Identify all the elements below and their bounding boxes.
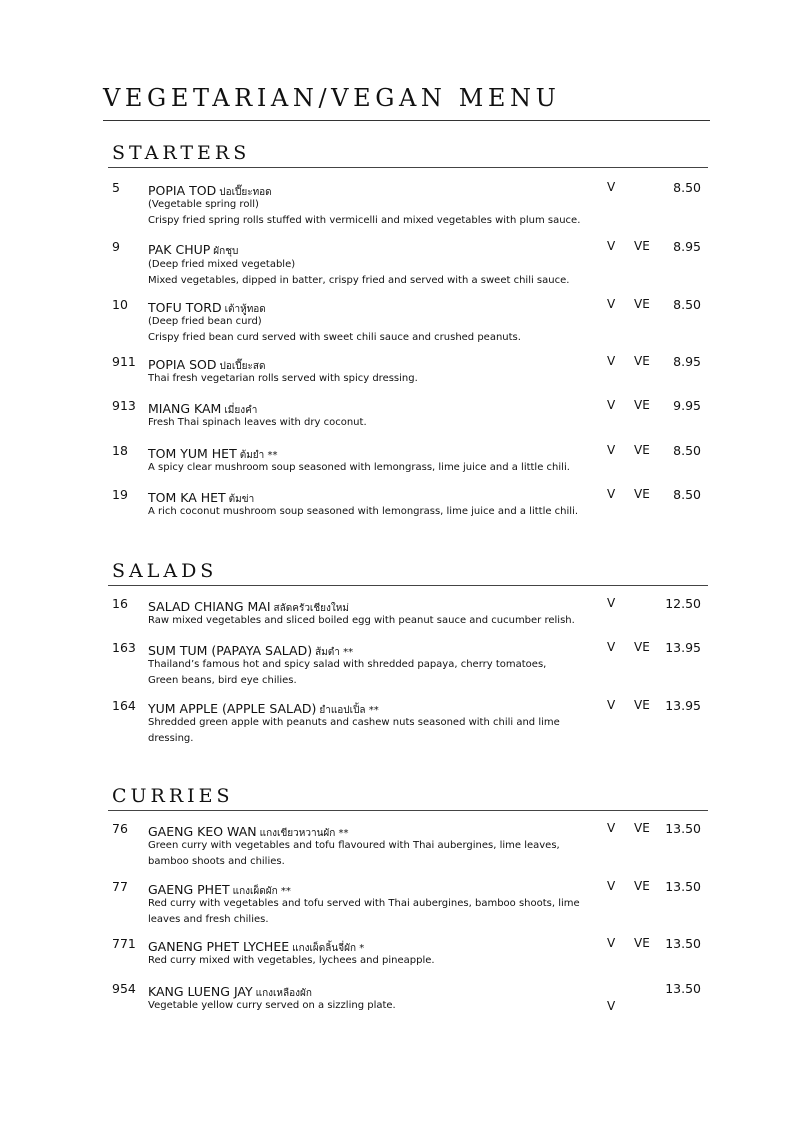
item-name: SUM TUM (PAPAYA SALAD) xyxy=(148,643,313,658)
item-number: 77 xyxy=(112,879,128,894)
item-subtitle: (Vegetable spring roll) xyxy=(148,199,259,210)
vegan-label: VE xyxy=(634,354,650,368)
item-price: 13.50 xyxy=(665,879,701,894)
item-number: 911 xyxy=(112,354,136,369)
item-thai-name: ยำแอปเปิ้ล ** xyxy=(319,705,379,716)
vegetarian-label: V xyxy=(607,936,616,950)
item-number: 954 xyxy=(112,981,136,996)
vegetarian-label: V xyxy=(607,999,616,1013)
page-title: VEGETARIAN/VEGAN MENU xyxy=(103,84,561,112)
vegetarian-label: V xyxy=(607,879,616,893)
item-number: 9 xyxy=(112,239,120,254)
section-title-curries: CURRIES xyxy=(112,785,234,807)
item-number: 5 xyxy=(112,180,120,195)
item-number: 163 xyxy=(112,640,136,655)
item-price: 8.50 xyxy=(673,487,701,502)
item-thai-name: ต้มข่า xyxy=(228,494,255,505)
item-thai-name: แกงเขียวหวานผัก ** xyxy=(259,828,349,839)
item-name: TOFU TORD xyxy=(148,300,222,315)
item-name: GANENG PHET LYCHEE xyxy=(148,939,290,954)
item-name: PAK CHUP xyxy=(148,242,211,257)
item-description: Red curry with vegetables and tofu served with Thai aubergines, bamboo shoots, lime leaves and fresh chilies. xyxy=(148,898,580,925)
item-price: 8.50 xyxy=(673,180,701,195)
vegetarian-label: V xyxy=(607,297,616,311)
vegan-label: VE xyxy=(634,879,650,893)
vegetarian-label: V xyxy=(607,398,616,412)
item-name: TOM YUM HET xyxy=(148,446,237,461)
section-divider xyxy=(108,585,708,586)
item-thai-name: ปอเปี๊ยะสด xyxy=(219,361,266,372)
item-thai-name: เมี่ยงคำ xyxy=(224,405,258,416)
item-description: Raw mixed vegetables and sliced boiled egg with peanut sauce and cucumber relish. xyxy=(148,615,575,626)
item-price: 8.95 xyxy=(673,239,701,254)
item-price: 8.50 xyxy=(673,297,701,312)
item-price: 12.50 xyxy=(665,596,701,611)
vegan-label: VE xyxy=(634,239,650,253)
item-thai-name: แกงเหลืองผัก xyxy=(255,988,312,999)
item-description: Red curry mixed with vegetables, lychees and pineapple. xyxy=(148,955,435,966)
item-subtitle: (Deep fried mixed vegetable) xyxy=(148,259,296,270)
item-description: A spicy clear mushroom soup seasoned with lemongrass, lime juice and a little chili. xyxy=(148,462,570,473)
item-number: 18 xyxy=(112,443,128,458)
vegetarian-label: V xyxy=(607,487,616,501)
item-name: TOM KA HET xyxy=(148,490,226,505)
vegan-label: VE xyxy=(634,936,650,950)
vegetarian-label: V xyxy=(607,239,616,253)
vegan-label: VE xyxy=(634,640,650,654)
item-price: 13.95 xyxy=(665,640,701,655)
item-description: Vegetable yellow curry served on a sizzling plate. xyxy=(148,1000,396,1011)
item-number: 164 xyxy=(112,698,136,713)
item-name: GAENG PHET xyxy=(148,882,230,897)
item-number: 19 xyxy=(112,487,128,502)
item-description: A rich coconut mushroom soup seasoned with lemongrass, lime juice and a little chili. xyxy=(148,506,579,517)
vegetarian-label: V xyxy=(607,640,616,654)
item-price: 8.95 xyxy=(673,354,701,369)
title-divider xyxy=(103,120,710,121)
item-description: Mixed vegetables, dipped in batter, crispy fried and served with a sweet chili sauce. xyxy=(148,275,570,286)
item-thai-name: ปอเปี๊ยะทอด xyxy=(219,187,272,198)
section-divider xyxy=(108,167,708,168)
section-divider xyxy=(108,810,708,811)
item-price: 8.50 xyxy=(673,443,701,458)
item-description: Shredded green apple with peanuts and cashew nuts seasoned with chili and lime dressing. xyxy=(148,717,560,744)
item-name: SALAD CHIANG MAI xyxy=(148,599,271,614)
item-description: Fresh Thai spinach leaves with dry coconut. xyxy=(148,417,367,428)
item-name: GAENG KEO WAN xyxy=(148,824,257,839)
vegetarian-label: V xyxy=(607,443,616,457)
item-price: 13.50 xyxy=(665,936,701,951)
vegan-label: VE xyxy=(634,443,650,457)
section-title-starters: STARTERS xyxy=(112,142,251,164)
item-number: 913 xyxy=(112,398,136,413)
item-thai-name: เต้าหู้ทอด xyxy=(224,304,266,315)
item-thai-name: แกงเผ็ดผัก ** xyxy=(232,886,291,897)
item-number: 771 xyxy=(112,936,136,951)
item-thai-name: ส้มตำ ** xyxy=(315,647,354,658)
item-description: Thai fresh vegetarian rolls served with spicy dressing. xyxy=(148,373,418,384)
item-price: 13.50 xyxy=(665,821,701,836)
vegetarian-label: V xyxy=(607,180,616,194)
vegetarian-label: V xyxy=(607,821,616,835)
section-title-salads: SALADS xyxy=(112,560,218,582)
item-thai-name: ผักชุบ xyxy=(213,246,239,257)
vegetarian-label: V xyxy=(607,596,616,610)
vegan-label: VE xyxy=(634,821,650,835)
item-subtitle: (Deep fried bean curd) xyxy=(148,316,262,327)
item-description: Crispy fried bean curd served with sweet chili sauce and crushed peanuts. xyxy=(148,332,521,343)
item-name: MIANG KAM xyxy=(148,401,222,416)
item-price: 13.50 xyxy=(665,981,701,996)
item-number: 76 xyxy=(112,821,128,836)
item-name: KANG LUENG JAY xyxy=(148,984,253,999)
vegetarian-label: V xyxy=(607,698,616,712)
item-thai-name: แกงเผ็ดลิ้นจี่ผัก * xyxy=(292,943,365,954)
item-description: Green curry with vegetables and tofu flavoured with Thai aubergines, lime leaves, bamboo shoots and chilies. xyxy=(148,840,560,867)
vegan-label: VE xyxy=(634,297,650,311)
item-description: Crispy fried spring rolls stuffed with vermicelli and mixed vegetables with plum sauce. xyxy=(148,215,581,226)
vegetarian-label: V xyxy=(607,354,616,368)
vegan-label: VE xyxy=(634,487,650,501)
item-number: 16 xyxy=(112,596,128,611)
vegan-label: VE xyxy=(634,698,650,712)
item-price: 9.95 xyxy=(673,398,701,413)
vegan-label: VE xyxy=(634,398,650,412)
item-name: POPIA SOD xyxy=(148,357,217,372)
item-number: 10 xyxy=(112,297,128,312)
item-thai-name: ต้มยำ ** xyxy=(239,450,278,461)
item-price: 13.95 xyxy=(665,698,701,713)
item-description: Thailand’s famous hot and spicy salad with shredded papaya, cherry tomatoes, Green beans, bird eye chilies. xyxy=(148,659,547,686)
item-thai-name: สลัดครัวเชียงใหม่ xyxy=(273,603,349,614)
item-name: POPIA TOD xyxy=(148,183,217,198)
item-name: YUM APPLE (APPLE SALAD) xyxy=(148,701,317,716)
